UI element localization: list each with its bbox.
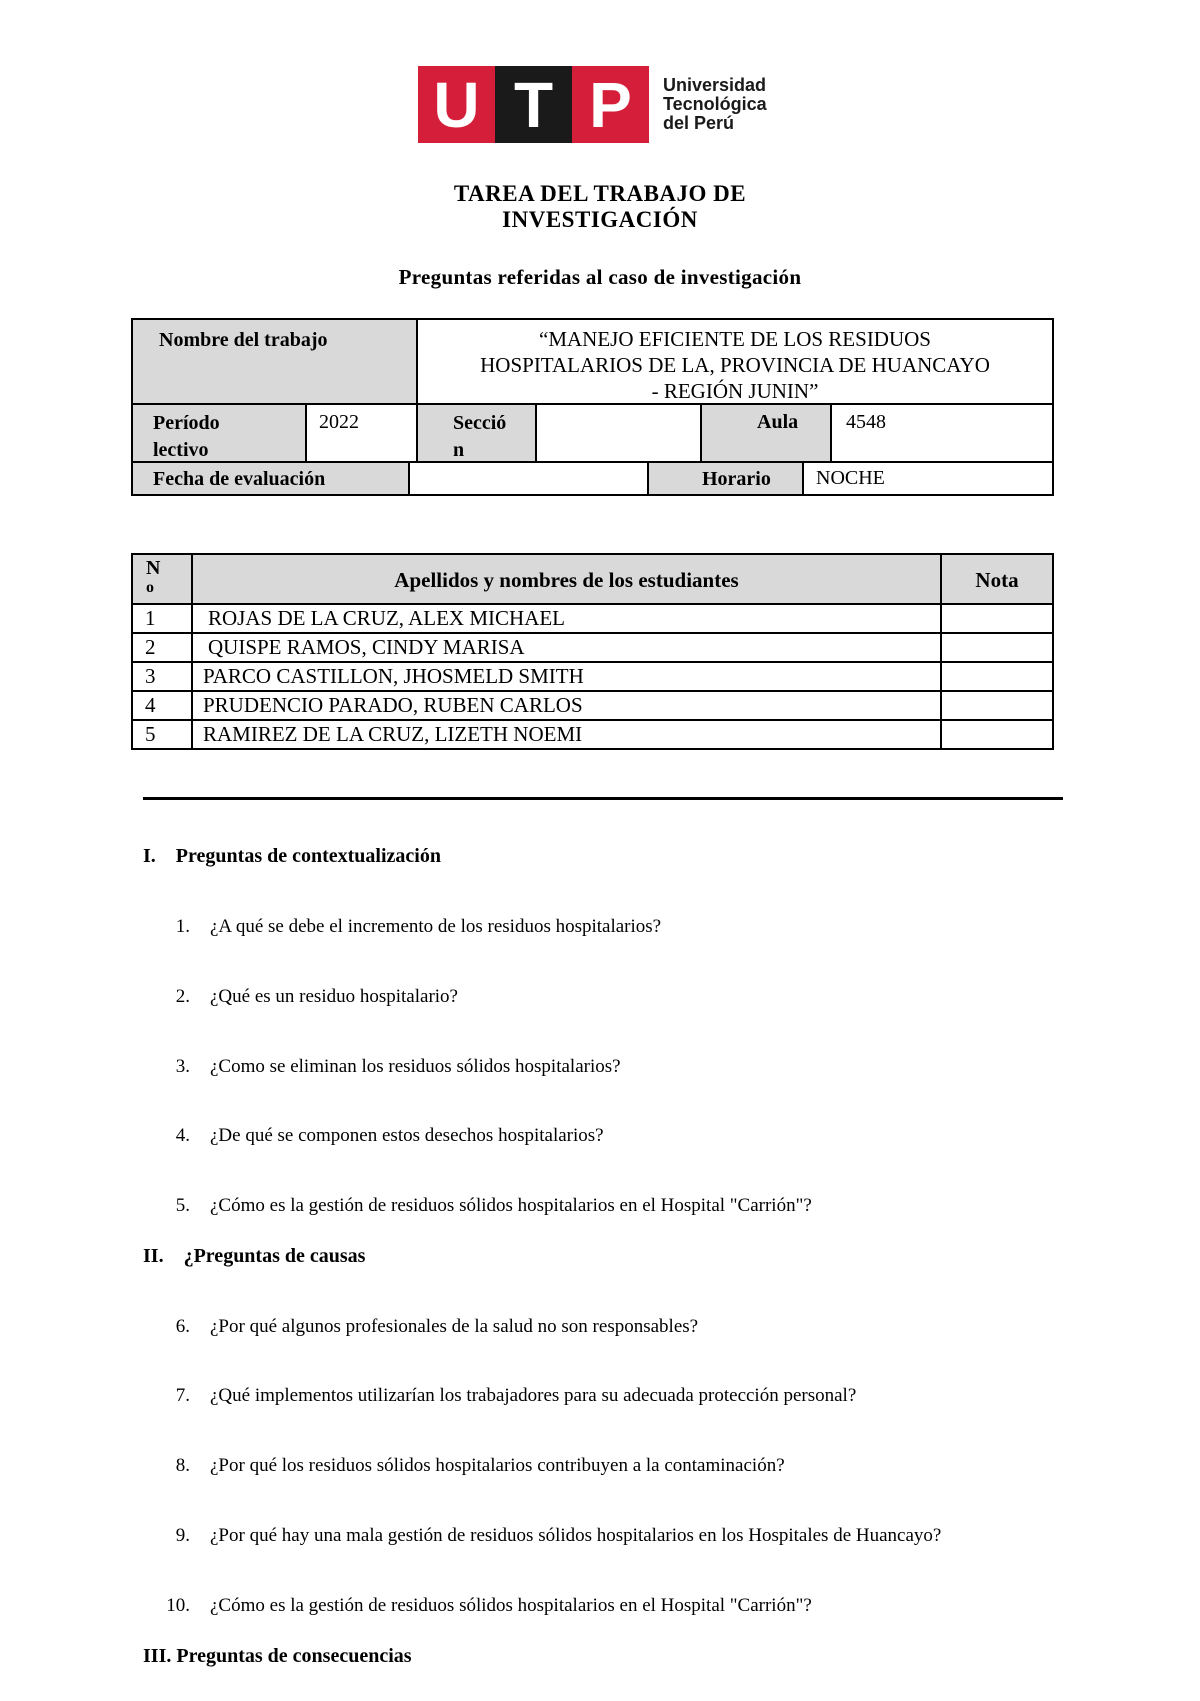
room-label: Aula: [700, 403, 832, 463]
student-row-name: PARCO CASTILLON, JHOSMELD SMITH: [191, 661, 942, 692]
question-text: ¿A qué se debe el incremento de los residuos hospitalarios?: [210, 916, 662, 937]
work-name-value: [416, 318, 1054, 405]
student-row-grade: [940, 719, 1054, 750]
students-header-names: Apellidos y nombres de los estudiantes: [191, 553, 942, 605]
student-row-name: ROJAS DE LA CRUZ, ALEX MICHAEL: [191, 603, 942, 634]
section-label: [416, 403, 537, 463]
utp-logo: [418, 66, 767, 143]
student-row-grade: [940, 632, 1054, 663]
section-divider: [143, 797, 1063, 800]
logo-name-line: Tecnológica: [663, 94, 767, 114]
schedule-label: Horario: [647, 461, 804, 496]
schedule-value: NOCHE: [802, 461, 1054, 496]
document-title-line2: INVESTIGACIÓN: [502, 207, 698, 232]
section-heading: [143, 845, 441, 868]
section-heading: [143, 1245, 365, 1268]
section-label-line: n: [453, 439, 465, 461]
section-title: Preguntas de consecuencias: [176, 1645, 412, 1667]
period-value: 2022: [305, 403, 418, 463]
logo-letter-u: U: [418, 66, 495, 143]
student-row-number: 3: [131, 661, 193, 692]
eval-date-label: Fecha de evaluación: [131, 461, 410, 496]
section-label-line: Secció: [453, 412, 507, 434]
student-row-name: PRUDENCIO PARADO, RUBEN CARLOS: [191, 690, 942, 721]
section-title: ¿Preguntas de causas: [183, 1245, 366, 1267]
work-name-line: HOSPITALARIOS DE LA, PROVINCIA DE HUANCAYO: [480, 353, 990, 377]
work-name-line: “MANEJO EFICIENTE DE LOS RESIDUOS: [539, 327, 931, 351]
question-number: 1.: [175, 916, 190, 937]
students-header-number: [131, 553, 193, 605]
question-text: ¿Qué implementos utilizarían los trabajadores para su adecuada protección personal?: [210, 1385, 857, 1406]
logo-name-line: del Perú: [663, 113, 735, 133]
document-subtitle: Preguntas referidas al caso de investigación: [398, 265, 802, 289]
eval-date-value: [408, 461, 649, 496]
question-text: ¿Como se eliminan los residuos sólidos hospitalarios?: [210, 1056, 621, 1077]
room-value: 4548: [830, 403, 1054, 463]
question-text: ¿Qué es un residuo hospitalario?: [210, 986, 458, 1007]
question-number: 10.: [166, 1595, 190, 1616]
student-row-number: 5: [131, 719, 193, 750]
question-number: 6.: [175, 1316, 190, 1337]
question-number: 2.: [175, 986, 190, 1007]
students-header-grade: Nota: [940, 553, 1054, 605]
work-name-line: - REGIÓN JUNIN”: [651, 379, 819, 403]
period-label-line: lectivo: [153, 439, 209, 461]
period-label: [131, 403, 307, 463]
student-row-number: 2: [131, 632, 193, 663]
section-numeral: II.: [143, 1245, 164, 1267]
logo-letter-t: T: [495, 66, 572, 143]
student-row-name: RAMIREZ DE LA CRUZ, LIZETH NOEMI: [191, 719, 942, 750]
question-text: ¿Por qué algunos profesionales de la salud no son responsables?: [210, 1316, 699, 1337]
question-number: 8.: [175, 1455, 190, 1476]
question-number: 9.: [175, 1525, 190, 1546]
student-row-grade: [940, 603, 1054, 634]
logo-university-name: [663, 76, 767, 133]
period-label-line: Período: [153, 412, 220, 434]
student-row-grade: [940, 690, 1054, 721]
question-text: ¿Cómo es la gestión de residuos sólidos hospitalarios en el Hospital "Carrión"?: [210, 1595, 812, 1616]
section-value: [535, 403, 702, 463]
section-numeral: III.: [143, 1645, 172, 1667]
document-title-line1: TAREA DEL TRABAJO DE: [453, 181, 747, 206]
question-number: 7.: [175, 1385, 190, 1406]
question-number: 5.: [175, 1195, 190, 1216]
question-text: ¿Cómo es la gestión de residuos sólidos hospitalarios en el Hospital "Carrión"?: [210, 1195, 812, 1216]
header-number-line: N: [146, 557, 161, 579]
question-number: 4.: [175, 1125, 190, 1146]
student-row-name: QUISPE RAMOS, CINDY MARISA: [191, 632, 942, 663]
section-title: Preguntas de contextualización: [175, 845, 441, 867]
work-name-label: Nombre del trabajo: [131, 318, 418, 405]
question-text: ¿Por qué los residuos sólidos hospitalarios contribuyen a la contaminación?: [210, 1455, 785, 1476]
question-number: 3.: [175, 1056, 190, 1077]
header-number-line: o: [146, 579, 154, 596]
section-numeral: I.: [143, 845, 156, 867]
logo-letter-p: P: [572, 66, 649, 143]
question-text: ¿De qué se componen estos desechos hospitalarios?: [210, 1125, 604, 1146]
student-row-number: 4: [131, 690, 193, 721]
student-row-grade: [940, 661, 1054, 692]
logo-name-line: Universidad: [663, 75, 767, 95]
question-text: ¿Por qué hay una mala gestión de residuos sólidos hospitalarios en los Hospitales de Huancayo?: [210, 1525, 942, 1546]
student-row-number: 1: [131, 603, 193, 634]
section-heading: [143, 1645, 412, 1668]
